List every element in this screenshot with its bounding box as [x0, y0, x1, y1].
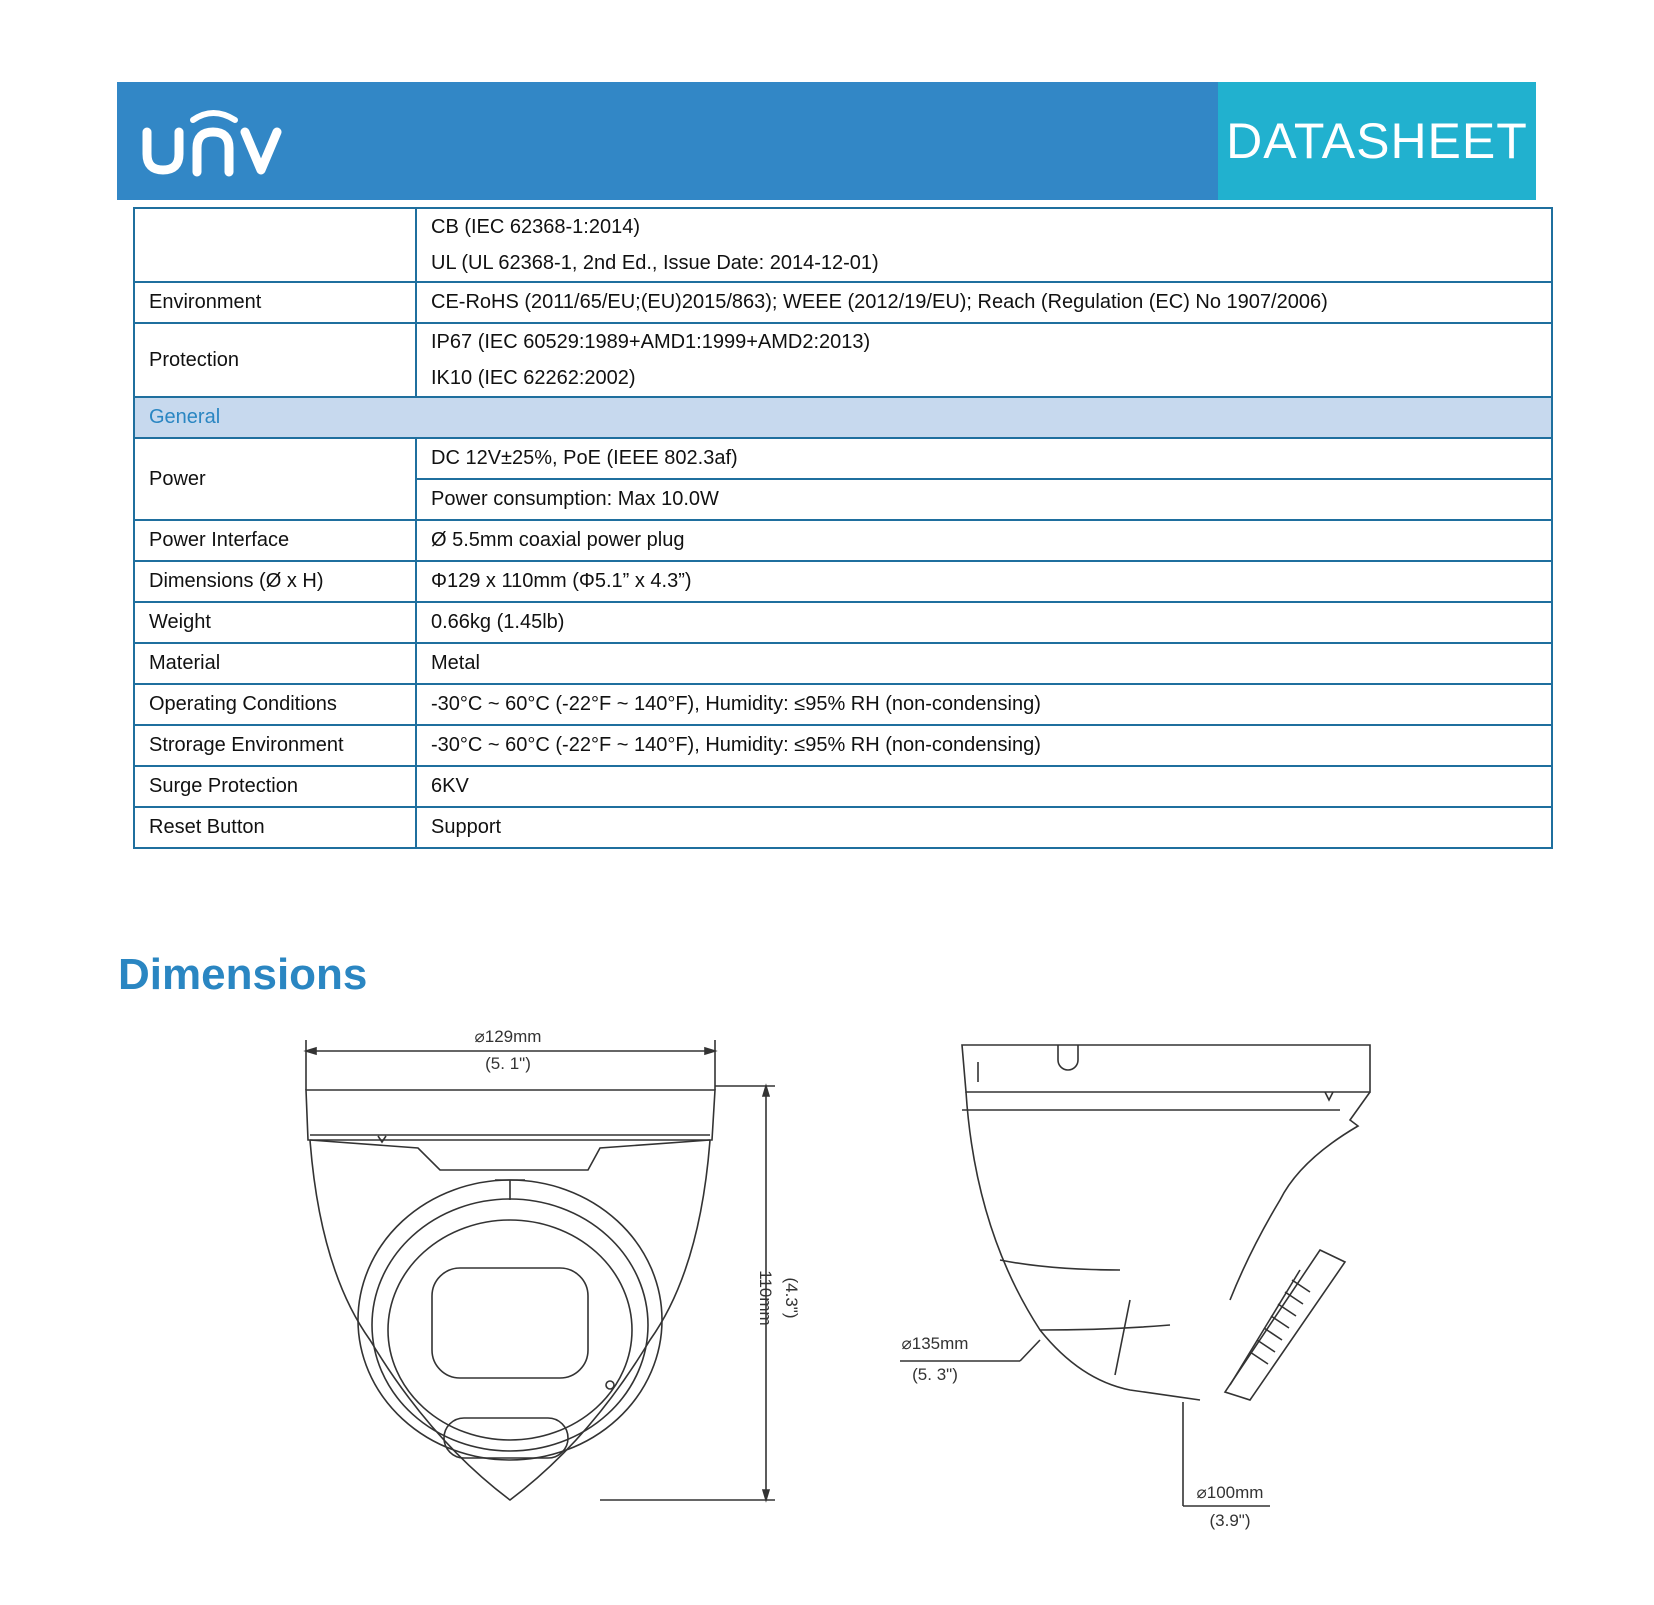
table-row	[134, 520, 1552, 561]
row-value: Metal	[416, 643, 1552, 684]
row-label: Dimensions (Ø x H)	[134, 561, 416, 602]
table-row	[134, 766, 1552, 807]
front-view-drawing	[306, 1030, 801, 1500]
row-label: Reset Button	[134, 807, 416, 848]
row-label	[134, 208, 416, 282]
section-row	[134, 397, 1552, 438]
side-dia1-mm: ⌀135mm	[901, 1334, 969, 1353]
section-title: General	[134, 397, 1552, 438]
dimensions-heading: Dimensions	[118, 950, 368, 999]
row-value	[416, 208, 1552, 282]
protection-line: IK10 (IEC 62262:2002)	[431, 367, 636, 389]
side-dia1-in: (5. 3")	[912, 1365, 958, 1384]
unv-logo	[139, 102, 289, 182]
row-label: Protection	[134, 323, 416, 397]
table-row	[134, 725, 1552, 766]
row-value: -30°C ~ 60°C (-22°F ~ 140°F), Humidity: ≤95% RH (non-condensing)	[416, 684, 1552, 725]
table-row	[134, 684, 1552, 725]
datasheet-label: DATASHEET	[1218, 82, 1536, 200]
table-row	[134, 561, 1552, 602]
front-height-mm: 110mm	[756, 1270, 775, 1326]
row-label: Environment	[134, 282, 416, 323]
table-row	[134, 282, 1552, 323]
row-value: Φ129 x 110mm (Φ5.1” x 4.3”)	[416, 561, 1552, 602]
row-label: Strorage Environment	[134, 725, 416, 766]
row-value: Power consumption: Max 10.0W	[416, 479, 1552, 520]
brand-bar	[117, 82, 1218, 200]
row-label: Weight	[134, 602, 416, 643]
table-row	[134, 602, 1552, 643]
row-value: 6KV	[416, 766, 1552, 807]
row-label: Surge Protection	[134, 766, 416, 807]
dimension-drawings	[0, 1030, 1654, 1550]
table-row	[134, 643, 1552, 684]
row-label: Power	[134, 438, 416, 520]
table-row	[134, 208, 1552, 282]
front-width-mm: ⌀129mm	[474, 1030, 542, 1046]
row-label: Power Interface	[134, 520, 416, 561]
table-row	[134, 323, 1552, 397]
protection-line: IP67 (IEC 60529:1989+AMD1:1999+AMD2:2013)	[431, 331, 871, 353]
row-label: Operating Conditions	[134, 684, 416, 725]
table-row	[134, 807, 1552, 848]
row-value: Ø 5.5mm coaxial power plug	[416, 520, 1552, 561]
page-header	[117, 82, 1536, 200]
side-dia2-in: (3.9")	[1209, 1511, 1251, 1530]
cert-line: UL (UL 62368-1, 2nd Ed., Issue Date: 2014-12-01)	[431, 252, 879, 274]
cert-line: CB (IEC 62368-1:2014)	[431, 216, 641, 238]
side-view-drawing	[900, 1045, 1370, 1530]
side-dia2-mm: ⌀100mm	[1196, 1483, 1264, 1502]
row-value: Support	[416, 807, 1552, 848]
front-width-in: (5. 1")	[485, 1054, 531, 1073]
row-value: DC 12V±25%, PoE (IEEE 802.3af)	[416, 438, 1552, 479]
row-label: Material	[134, 643, 416, 684]
row-value: 0.66kg (1.45lb)	[416, 602, 1552, 643]
row-value: -30°C ~ 60°C (-22°F ~ 140°F), Humidity: ≤95% RH (non-condensing)	[416, 725, 1552, 766]
front-height-in: (4.3")	[782, 1277, 801, 1319]
table-row	[134, 438, 1552, 479]
row-value: CE-RoHS (2011/65/EU;(EU)2015/863); WEEE (2012/19/EU); Reach (Regulation (EC) No 1907/2006)	[416, 282, 1552, 323]
spec-table	[133, 207, 1553, 849]
row-value	[416, 323, 1552, 397]
